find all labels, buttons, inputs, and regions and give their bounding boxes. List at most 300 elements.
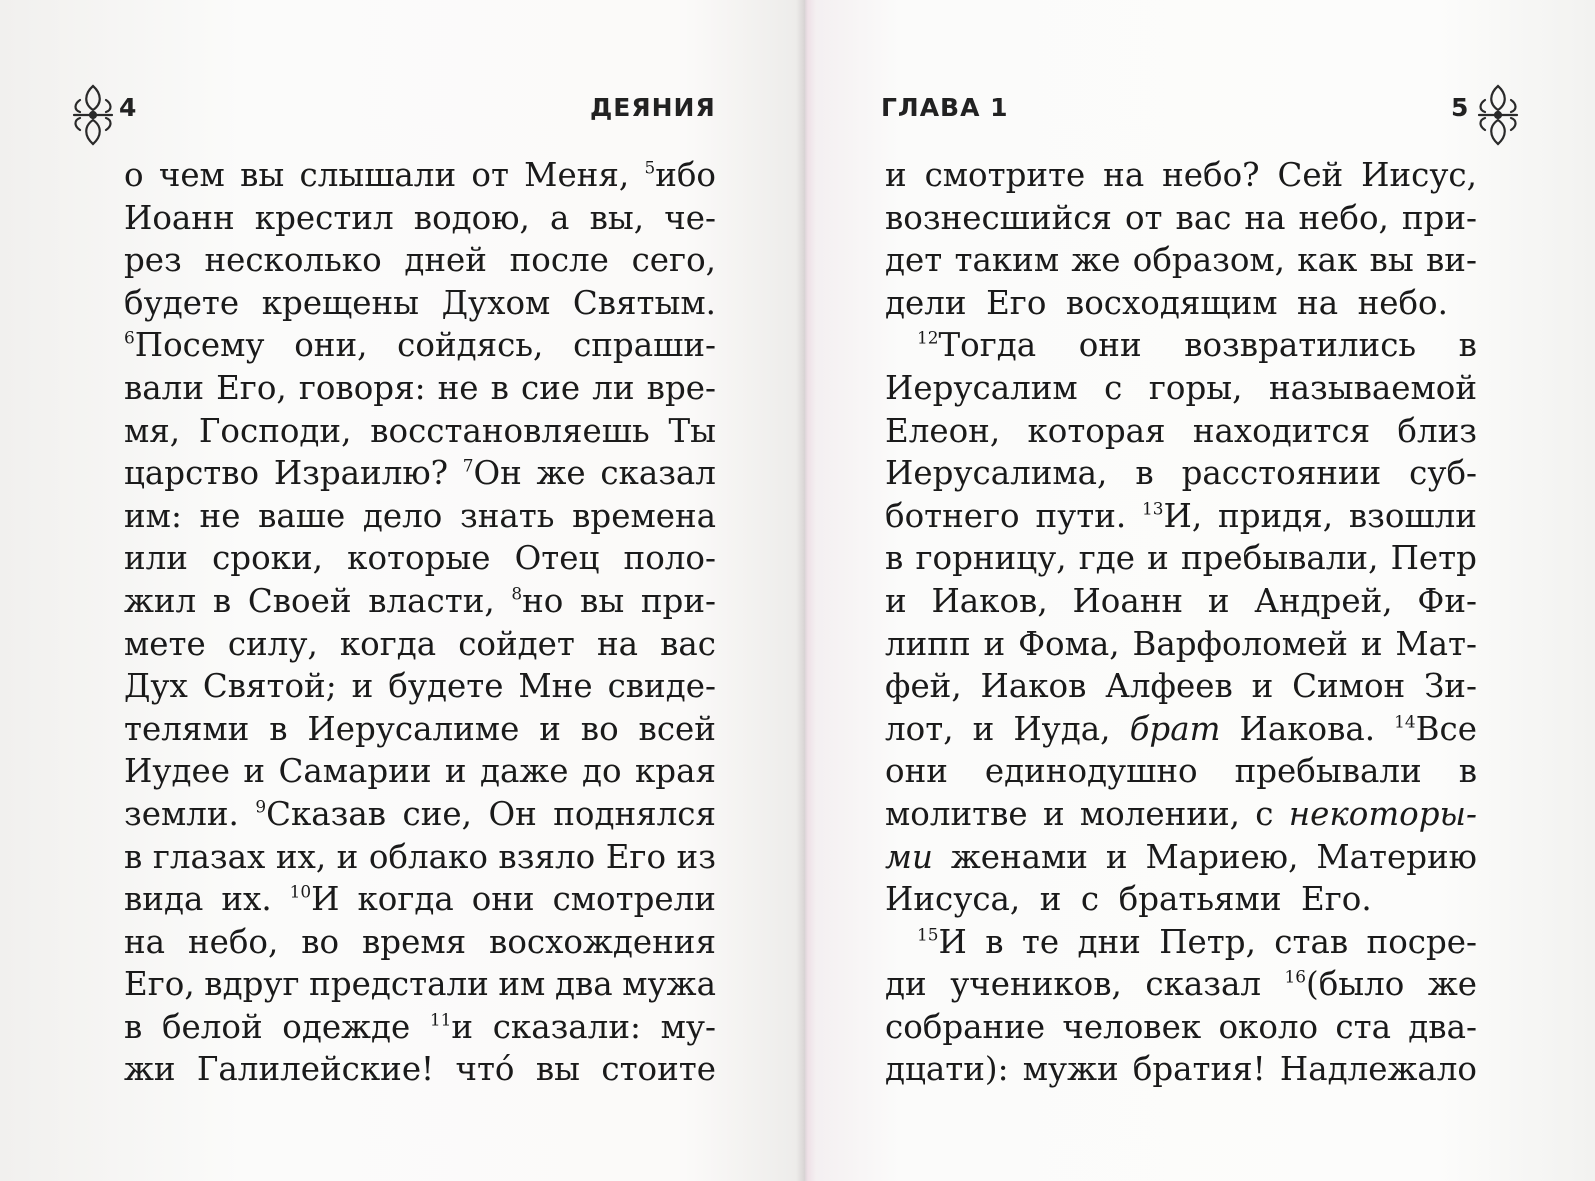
text-line xyxy=(124,282,716,325)
word: дней xyxy=(404,241,487,280)
word: брат xyxy=(1129,709,1221,748)
word: время xyxy=(362,922,467,961)
verse-number: 14 xyxy=(1394,711,1416,732)
word: вида xyxy=(124,880,204,919)
word: телями xyxy=(124,709,250,748)
word: с xyxy=(1255,794,1274,833)
word: пути. xyxy=(1035,496,1127,535)
word: Духом xyxy=(441,283,551,322)
word: всей xyxy=(638,709,716,748)
word: они xyxy=(885,752,948,791)
word: Дух xyxy=(124,667,188,706)
word: близ xyxy=(1397,411,1477,450)
word: собрание xyxy=(885,1007,1046,1046)
text-line xyxy=(885,367,1477,410)
word: Елеон, xyxy=(885,411,1001,450)
word: сказали: xyxy=(492,1007,641,1046)
word: жи xyxy=(124,1050,176,1089)
word: расстоянии xyxy=(1181,454,1382,493)
word: в xyxy=(212,581,232,620)
fleuron-icon xyxy=(70,80,116,150)
word: крещены xyxy=(261,283,420,322)
word: Галилейские! xyxy=(196,1050,435,1089)
word: облако xyxy=(368,837,488,876)
text-line xyxy=(124,623,716,666)
word: и xyxy=(885,581,907,620)
word: ваше xyxy=(258,496,346,535)
word: $^{15}$И xyxy=(917,922,967,961)
text-line xyxy=(124,793,716,836)
word: чем xyxy=(158,156,225,194)
word: при- xyxy=(1401,198,1477,237)
text-line xyxy=(885,623,1477,666)
word: $^{16}$(было xyxy=(1284,965,1405,1004)
text-line xyxy=(124,963,716,1006)
word: в xyxy=(1458,752,1477,791)
word: мя, xyxy=(124,411,181,450)
word: и xyxy=(1251,667,1274,706)
word: образом, xyxy=(1132,241,1285,280)
word: от xyxy=(471,156,509,194)
verse-number: 6 xyxy=(124,327,135,348)
word: дни xyxy=(1077,922,1141,961)
word: в xyxy=(124,837,143,876)
word: Его xyxy=(986,283,1047,322)
text-line xyxy=(885,537,1477,580)
text-line xyxy=(124,708,716,751)
word: небо, xyxy=(1298,198,1389,237)
text-line xyxy=(124,580,716,623)
word: Иерусалим xyxy=(885,368,1078,407)
word: мужа xyxy=(622,965,716,1004)
word: Господи, xyxy=(198,411,352,450)
word: вы xyxy=(580,581,625,620)
word: на xyxy=(1244,198,1286,237)
text-line xyxy=(124,1048,716,1091)
word: царство xyxy=(124,454,260,493)
word: Ты xyxy=(668,411,716,450)
word: ди xyxy=(885,965,927,1004)
word: братьями xyxy=(1118,880,1282,919)
word: до xyxy=(581,752,622,791)
verse-number: 15 xyxy=(917,924,939,945)
word: и xyxy=(336,837,359,876)
text-line xyxy=(885,878,1477,921)
word: взяло xyxy=(498,837,596,876)
word: а xyxy=(550,198,570,237)
right-page xyxy=(805,0,1595,1181)
verse-number: 10 xyxy=(289,881,312,902)
word: Варфоломей xyxy=(1132,624,1348,663)
word: некоторы- xyxy=(1288,794,1477,833)
word: и xyxy=(1042,794,1065,833)
word: глазах xyxy=(152,837,266,876)
word: сказал xyxy=(600,454,716,493)
word: в xyxy=(269,709,288,748)
scripture-text-right xyxy=(885,154,1477,1091)
word: смотрите xyxy=(924,156,1086,194)
word: власти, xyxy=(368,581,495,620)
word: поднялся xyxy=(553,794,716,833)
word: $^{14}$Все xyxy=(1394,709,1477,748)
word: небо? xyxy=(1162,156,1260,194)
word: называемой xyxy=(1268,368,1477,407)
word: на xyxy=(1297,283,1339,322)
word: братия! xyxy=(1132,1050,1266,1089)
verse-number: 5 xyxy=(644,157,656,178)
word: сроки, xyxy=(212,539,323,578)
text-line xyxy=(885,452,1477,495)
word: мужи xyxy=(1022,1050,1119,1089)
word: $^{10}$И xyxy=(289,880,340,919)
word: говоря: xyxy=(298,368,426,407)
word: Его. xyxy=(1301,880,1372,919)
text-line xyxy=(124,1006,716,1049)
word: и xyxy=(1105,837,1128,876)
word: же xyxy=(536,454,586,493)
word: сие, xyxy=(402,794,472,833)
word: Фи- xyxy=(1417,581,1477,620)
verse-number: 12 xyxy=(917,327,939,348)
word: в xyxy=(985,922,1004,961)
word: восходящим xyxy=(1065,283,1278,322)
word: Фома, xyxy=(1018,624,1120,663)
book-gutter xyxy=(796,0,816,1181)
word: свиде- xyxy=(607,667,716,706)
word: несколько xyxy=(204,241,382,280)
word: Его, xyxy=(124,965,195,1004)
word: суб- xyxy=(1409,454,1477,493)
text-line xyxy=(885,708,1477,751)
text-line xyxy=(885,239,1477,282)
word: от xyxy=(1124,198,1163,237)
word: дело xyxy=(362,496,443,535)
word: Иисуса, xyxy=(885,880,1021,919)
word: на xyxy=(124,922,166,961)
word: вы, xyxy=(589,198,645,237)
text-line xyxy=(885,836,1477,879)
word: вы xyxy=(1369,241,1414,280)
word: Иудее xyxy=(124,752,230,791)
word: единодушно xyxy=(984,752,1198,791)
word: Иакова. xyxy=(1239,709,1376,748)
word: человек xyxy=(1062,1007,1202,1046)
text-line xyxy=(885,921,1477,964)
word: края xyxy=(634,752,716,791)
text-line xyxy=(885,963,1477,1006)
word: Сей xyxy=(1277,156,1344,194)
word: горы, xyxy=(1148,368,1243,407)
word: посре- xyxy=(1366,922,1477,961)
running-head-book-title: ДЕЯНИЯ xyxy=(590,93,716,122)
word: ста xyxy=(1335,1007,1391,1046)
verse-number: 11 xyxy=(429,1009,452,1030)
word: и xyxy=(539,709,561,748)
word: небо. xyxy=(1357,283,1448,322)
word: они xyxy=(471,880,535,919)
word: восстановляешь xyxy=(370,411,650,450)
word: при- xyxy=(640,581,716,620)
word: дели xyxy=(885,283,967,322)
word: Иисус, xyxy=(1361,156,1477,194)
running-head-chapter: ГЛАВА 1 xyxy=(881,93,1009,122)
word: два xyxy=(554,965,613,1004)
verse-number: 13 xyxy=(1142,498,1164,519)
text-line xyxy=(124,367,716,410)
word: вали xyxy=(124,368,204,407)
word: рез xyxy=(124,241,182,280)
word: Петр xyxy=(1390,539,1477,578)
word: или xyxy=(124,539,188,578)
word: они, xyxy=(294,326,368,365)
fleuron-icon xyxy=(1475,80,1521,150)
verse-number: 9 xyxy=(255,796,267,817)
word: молитве xyxy=(885,794,1028,833)
word: $^{11}$и xyxy=(429,1007,474,1046)
word: Иаков xyxy=(980,667,1087,706)
text-line xyxy=(885,282,1477,325)
word: $^6$Посему xyxy=(124,326,265,365)
word: му- xyxy=(660,1007,716,1046)
word: и xyxy=(444,752,467,791)
word: не xyxy=(199,496,241,535)
word: времена xyxy=(572,496,716,535)
word: с xyxy=(1080,880,1100,919)
verse-number: 8 xyxy=(511,583,523,604)
text-line xyxy=(885,1048,1477,1091)
word: же xyxy=(1427,965,1477,1004)
text-line xyxy=(124,750,716,793)
word: ви- xyxy=(1425,241,1477,280)
word: таким xyxy=(954,241,1060,280)
word: во xyxy=(580,709,619,748)
word: будете xyxy=(124,283,240,322)
text-line xyxy=(124,878,716,921)
text-line xyxy=(124,665,716,708)
word: не xyxy=(437,368,479,407)
word: где xyxy=(1078,539,1135,578)
word: и xyxy=(1039,880,1062,919)
text-line xyxy=(885,197,1477,240)
word: и xyxy=(243,752,266,791)
text-line xyxy=(885,665,1477,708)
word: им: xyxy=(124,496,182,535)
word: земли. xyxy=(124,794,239,833)
word: жил xyxy=(124,581,197,620)
word: Иоанн xyxy=(1072,581,1184,620)
word: крестил xyxy=(254,198,394,237)
word: взошли xyxy=(1348,496,1477,535)
word: белой xyxy=(161,1007,263,1046)
word: что́ xyxy=(455,1050,515,1089)
word: Отец xyxy=(514,539,600,578)
word: вознесшийся xyxy=(885,198,1112,237)
word: молении, xyxy=(1079,794,1240,833)
word: знать xyxy=(460,496,555,535)
word: Надлежало xyxy=(1279,1050,1477,1089)
word: когда xyxy=(357,880,454,919)
word: в xyxy=(490,368,509,407)
text-line xyxy=(124,154,716,197)
word: два- xyxy=(1408,1007,1477,1046)
word: сойдет xyxy=(458,624,575,663)
word: же xyxy=(1071,241,1121,280)
word: и xyxy=(972,709,995,748)
word: и xyxy=(1360,624,1383,663)
word: Андрей, xyxy=(1254,581,1393,620)
word: $^8$но xyxy=(511,581,564,620)
word: в xyxy=(124,1007,143,1046)
word: которые xyxy=(347,539,491,578)
text-line xyxy=(124,495,716,538)
word: Алфеев xyxy=(1105,667,1233,706)
word: $^{13}$И, xyxy=(1142,496,1203,535)
word: сего, xyxy=(631,241,716,280)
word: будете xyxy=(388,667,504,706)
word: женами xyxy=(950,837,1088,876)
word: в xyxy=(1135,454,1154,493)
word: которая xyxy=(1027,411,1166,450)
text-line xyxy=(885,495,1477,538)
word: Симон xyxy=(1292,667,1406,706)
word: $^5$ибо xyxy=(644,156,716,194)
word: Самарии xyxy=(278,752,432,791)
word: дет xyxy=(885,241,943,280)
word: стоите xyxy=(601,1050,716,1089)
word: силу, xyxy=(227,624,318,663)
word: Его, xyxy=(216,368,287,407)
word: одежде xyxy=(282,1007,411,1046)
word: $^{12}$Тогда xyxy=(917,326,1037,365)
word: вре- xyxy=(646,368,716,407)
word: Своей xyxy=(247,581,352,620)
word: Иаков, xyxy=(931,581,1048,620)
word: Материю xyxy=(1316,837,1477,876)
word: вы xyxy=(240,156,285,194)
word: вас xyxy=(1175,198,1232,237)
word: Святой; xyxy=(202,667,337,706)
word: $^9$Сказав xyxy=(255,794,387,833)
verse-number: 7 xyxy=(462,455,474,476)
text-line xyxy=(885,750,1477,793)
verse-number: 16 xyxy=(1284,966,1307,987)
word: с xyxy=(1104,368,1123,407)
text-line xyxy=(885,410,1477,453)
text-line xyxy=(124,537,716,580)
word: из xyxy=(676,837,716,876)
word: фей, xyxy=(885,667,962,706)
text-line xyxy=(124,197,716,240)
text-line xyxy=(885,1006,1477,1049)
page-number: 4 xyxy=(119,93,138,122)
word: ми xyxy=(885,837,933,876)
text-line xyxy=(124,452,716,495)
text-line xyxy=(885,324,1477,367)
word: ботнего xyxy=(885,496,1020,535)
word: придя, xyxy=(1218,496,1334,535)
word: че- xyxy=(664,198,716,237)
word: сие xyxy=(521,368,581,407)
word: те xyxy=(1021,922,1060,961)
word: им xyxy=(498,965,546,1004)
word: Мне xyxy=(518,667,593,706)
word: во xyxy=(301,922,340,961)
word: Зи- xyxy=(1424,667,1477,706)
word: когда xyxy=(339,624,437,663)
word: Иерусалима, xyxy=(885,454,1108,493)
word: Иерусалиме xyxy=(307,709,520,748)
word: горницу, xyxy=(915,539,1067,578)
word: Его xyxy=(605,837,667,876)
word: они xyxy=(1078,326,1142,365)
word: учеников, xyxy=(950,965,1122,1004)
word: мете xyxy=(124,624,206,663)
word: Мат- xyxy=(1395,624,1477,663)
text-line xyxy=(885,580,1477,623)
word: слышали xyxy=(299,156,457,194)
word: Святым. xyxy=(572,283,716,322)
word: пребывали xyxy=(1234,752,1422,791)
word: сказал xyxy=(1145,965,1262,1004)
word: небо, xyxy=(187,922,279,961)
word: их, xyxy=(275,837,327,876)
word: Иуда, xyxy=(1013,709,1111,748)
word: вы xyxy=(535,1050,581,1089)
word: сойдясь, xyxy=(397,326,544,365)
word: Петр, xyxy=(1159,922,1256,961)
text-line xyxy=(124,324,716,367)
word: водою, xyxy=(413,198,530,237)
text-line xyxy=(124,921,716,964)
word: Израилю? xyxy=(273,454,449,493)
word: дцати): xyxy=(885,1050,1009,1089)
text-line xyxy=(885,793,1477,836)
text-line xyxy=(124,836,716,879)
page-number: 5 xyxy=(1451,93,1470,122)
word: смотрели xyxy=(552,880,716,919)
text-line xyxy=(124,239,716,282)
word: и xyxy=(1207,581,1230,620)
word: Он xyxy=(488,794,537,833)
word: на xyxy=(1103,156,1145,194)
text-line xyxy=(885,154,1477,197)
word: даже xyxy=(480,752,569,791)
word: и xyxy=(885,156,907,194)
word: и xyxy=(983,624,1006,663)
word: и xyxy=(1147,539,1169,578)
word: лот, xyxy=(885,709,954,748)
word: $^7$Он xyxy=(462,454,522,493)
text-line xyxy=(124,410,716,453)
word: пребывали, xyxy=(1180,539,1379,578)
word: в xyxy=(1458,326,1477,365)
word: Иоанн xyxy=(124,198,235,237)
word: Мариею, xyxy=(1145,837,1299,876)
word: вас xyxy=(660,624,716,663)
word: спраши- xyxy=(573,326,716,365)
word: после xyxy=(509,241,609,280)
word: как xyxy=(1297,241,1358,280)
scripture-text-left xyxy=(124,154,716,1091)
word: вдруг xyxy=(204,965,300,1004)
word: возвратились xyxy=(1184,326,1417,365)
word: на xyxy=(596,624,639,663)
word: в xyxy=(885,539,904,578)
word: ли xyxy=(592,368,635,407)
word: став xyxy=(1274,922,1349,961)
word: находится xyxy=(1192,411,1371,450)
word: и xyxy=(351,667,374,706)
